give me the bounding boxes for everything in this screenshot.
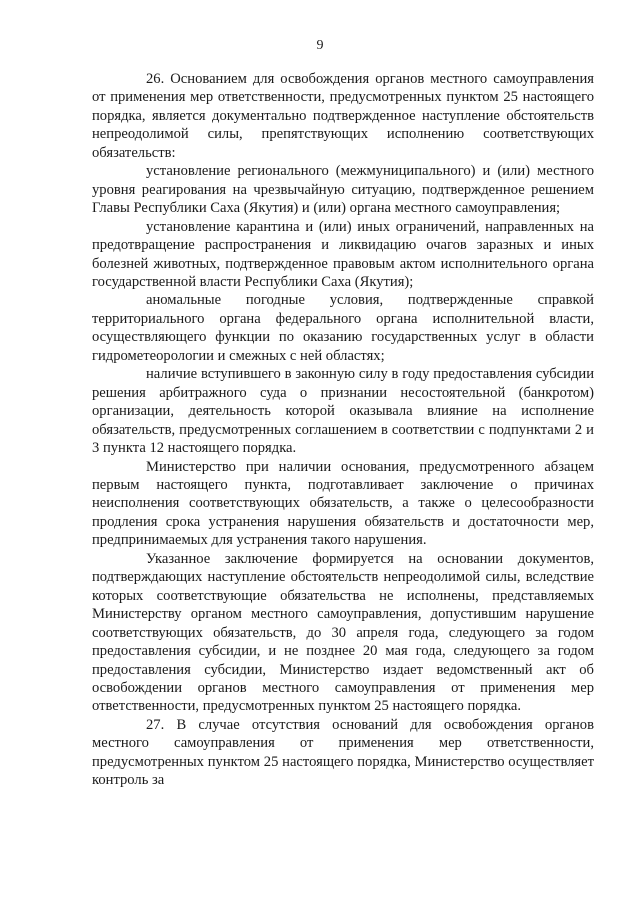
paragraph-weather-conditions: аномальные погодные условия, подтвержденные справкой территориального органа федерального органа исполнительной власти, осуществляющего функции по оказанию государственных услуг в области гидрометеорологии и смежных с ней областях; (92, 292, 594, 364)
paragraph-27-start: 27. В случае отсутствия оснований для освобождения органов местного самоуправления от применения мер ответственности, предусмотренных пунктом 25 настоящего порядка, Министерство осуществляет контроль за (92, 716, 594, 789)
paragraph-quarantine: установление карантина и (или) иных ограничений, направленных на предотвращение распространения и ликвидацию очагов заразных и иных болезней животных, подтвержденное правовым актом исполнительного органа государственной власти Республики Саха (Якутия); (92, 218, 594, 290)
page-number: 9 (316, 38, 324, 53)
document-body (92, 70, 594, 790)
paragraph-emergency-response: установление регионального (межмуниципального) и (или) местного уровня реагирования на чрезвычайную ситуацию, подтвержденное решением Главы Республики Саха (Якутия) и (или) органа местного самоуправления; (92, 163, 594, 217)
paragraph-conclusion-basis: Указанное заключение формируется на основании документов, подтверждающих наступление обстоятельств непреодолимой силы, вследствие которых соответствующие обязательства не исполнены, представляемых Министерству органом местного самоуправления, допустившим нарушение соответствующих обязательств, до 30 апреля года, следующего за годом предоставления субсидии, и не позднее 20 мая года, следующего за годом предоставления субсидии, Министерство издает ведомственный акт об освобождении органов местного самоуправления от применения мер ответственности, предусмотренных пунктом 25 настоящего порядка. (92, 550, 594, 715)
paragraph-ministry-conclusion: Министерство при наличии основания, предусмотренного абзацем первым настоящего пункта, подготавливает заключение о причинах неисполнения соответствующих обязательств, а также о целесообразности продления срока устранения нарушения обязательств и достаточности мер, предпринимаемых для устранения такого нарушения. (92, 458, 594, 549)
paragraph-26-intro: 26. Основанием для освобождения органов местного самоуправления от применения мер ответственности, предусмотренных пунктом 25 настоящего порядка, является документально подтвержденное наступление обстоятельств непреодолимой силы, препятствующих исполнению соответствующих обязательств: (92, 71, 594, 161)
paragraph-bankruptcy: наличие вступившего в законную силу в году предоставления субсидии решения арбитражного суда о признании несостоятельной (банкротом) организации, деятельность которой оказывала влияние на исполнение обязательств, предусмотренных соглашением в соответствии с подпунктами 2 и 3 пункта 12 настоящего порядка. (92, 366, 594, 457)
